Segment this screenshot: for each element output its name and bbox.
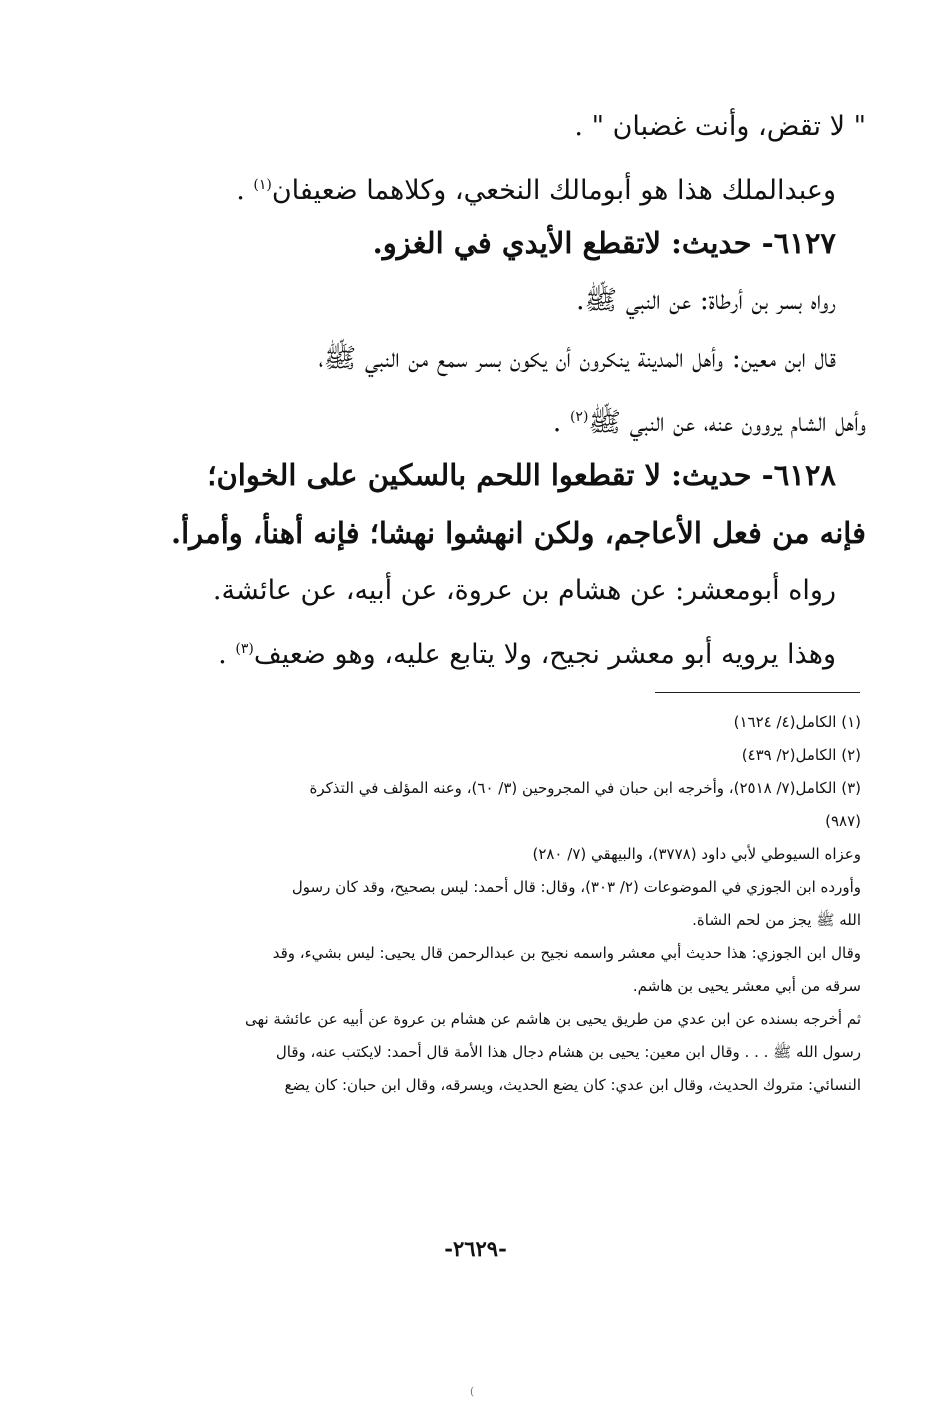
text-line (100, 98, 866, 156)
scan-mark: ( (470, 1385, 475, 1398)
line-text: قال ابن معين: وأهل المدينة ينكرون أن يكون بسر سمع من النبي ﷺ، (318, 343, 836, 374)
footnote-line: (٣) الكامل(٧/ ٢٥١٨)، وأخرجه ابن حبان في المجروحين (٣/ ٦٠)، وعنه المؤلف في التذكرة (309, 779, 861, 797)
text-line (100, 562, 866, 620)
footnote-line: الله ﷺ يجز من لحم الشاة. (692, 911, 861, 929)
footnote-line: رسول الله ﷺ . . . وقال ابن معين: يحيى بن هشام دجال هذا الأمة قال أحمد: لايكتب عنه، وقال (275, 1043, 861, 1061)
footnote-line: النسائي: متروك الحديث، وقال ابن عدي: كان يضع الحديث، ويسرقه، وقال ابن حبان: كان يضع (284, 1076, 861, 1094)
footnote-ref: (٢) (569, 409, 589, 425)
text-line (100, 156, 866, 214)
footnote-line: وأورده ابن الجوزي في الموضوعات (٢/ ٣٠٣)، وقال: قال أحمد: ليس بصحيح، وقد كان رسول (291, 878, 861, 896)
footnote-ref: (١) (253, 177, 272, 193)
footnote-line: وعزاه السيوطي لأبي داود (٣٧٧٨)، والبيهقي (٧/ ٢٨٠) (532, 845, 861, 863)
footnotes (100, 707, 861, 1101)
line-text: " لا تقض، وأنت غضبان " . (574, 111, 866, 142)
footnote-ref: (٣) (235, 641, 254, 657)
footnote-line: (٩٨٧) (825, 812, 861, 830)
line-text: رواه أبومعشر: عن هشام بن عروة، عن أبيه، عن عائشة. (212, 575, 836, 606)
line-end: . (236, 175, 254, 206)
line-text: رواه بسر بن أرطاة: عن النبي ﷺ. (575, 285, 836, 316)
footnote-line: (١) الكامل(٤/ ١٦٢٤) (733, 713, 861, 731)
line-text: وأهل الشام يروون عنه، عن النبي ﷺ (588, 407, 866, 438)
line-text: فإنه من فعل الأعاجم، ولكن انهشوا نهشا؛ فإنه أهنأ، وأمرأ. (171, 516, 866, 550)
footnote-line: وقال ابن الجوزي: هذا حديث أبي معشر واسمه نجيح بن عبدالرحمن قال يحيى: ليس بشيء، وقد (272, 944, 861, 962)
line-end: . (552, 407, 570, 438)
line-text: ٦١٢٧- حديث: لاتقطع الأيدي في الغزو. (372, 226, 836, 260)
line-end: . (218, 639, 236, 670)
text-line (100, 620, 866, 678)
footnote-line: (٢) الكامل(٢/ ٤٣٩) (741, 746, 861, 764)
hadith-heading (100, 214, 866, 272)
footnote-line: ثم أخرجه بسنده عن ابن عدي من طريق يحيى بن هاشم عن هشام بن عروة عن أبيه عن عائشة نهى (245, 1010, 861, 1028)
text-line (100, 388, 866, 446)
line-text: وهذا يرويه أبو معشر نجيح، ولا يتابع عليه، وهو ضعيف (253, 639, 836, 670)
hadith-heading (100, 446, 866, 504)
page-number: -٢٦٢٩- (444, 1236, 507, 1261)
text-line (100, 272, 866, 330)
footnote-separator (655, 692, 860, 693)
line-text: وعبدالملك هذا هو أبومالك النخعي، وكلاهما ضعيفان (271, 175, 836, 206)
footnote-line: سرقه من أبي معشر يحيى بن هاشم. (632, 977, 861, 995)
text-line (100, 330, 866, 388)
main-text (100, 98, 866, 678)
line-text: ٦١٢٨- حديث: لا تقطعوا اللحم بالسكين على الخوان؛ (207, 458, 836, 492)
hadith-heading (100, 504, 866, 562)
